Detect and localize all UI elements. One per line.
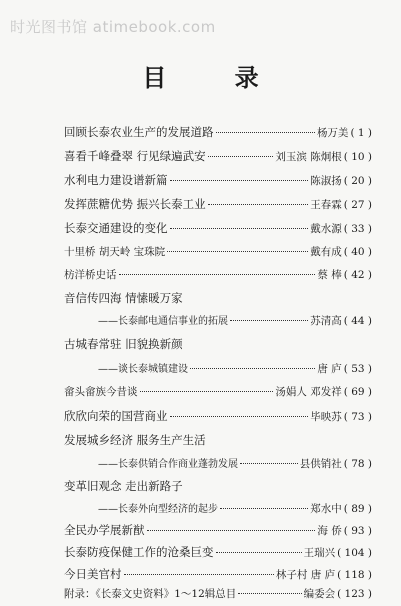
entry-author: 刘玉滨 陈炯根 — [275, 151, 342, 163]
entry-title: 发展城乡经济 服务生产生活 — [64, 433, 206, 447]
entry-title: 古城春常驻 旧貌换新颜 — [64, 337, 183, 351]
toc-entry-subtitle — [98, 360, 372, 380]
entry-title: 枋洋桥史话 — [64, 269, 117, 281]
entry-page: ( 69 ) — [343, 386, 372, 398]
entry-title: ——长泰外向型经济的起步 — [98, 504, 218, 515]
entry-title: 附录：《长泰文史资料》1～12辑总目 — [64, 588, 237, 600]
toc-entry — [64, 478, 372, 498]
dot-leader — [147, 522, 316, 531]
toc-entry — [64, 172, 372, 192]
page-title: 目 录 — [142, 63, 289, 92]
entry-author: 戴水源 — [310, 223, 342, 235]
entry-title: 音信传四海 情愫暖万家 — [64, 291, 183, 305]
entry-page: ( 40 ) — [343, 246, 372, 258]
toc-entry — [64, 522, 372, 542]
dot-leader — [238, 586, 301, 594]
entry-author: 戴有成 — [310, 246, 342, 258]
entry-page: ( 118 ) — [337, 569, 372, 581]
entry-page: ( 73 ) — [343, 411, 372, 423]
entry-page: ( 123 ) — [337, 588, 372, 600]
entry-author: 蔡 棒 — [317, 269, 342, 281]
entry-title: 十里桥 胡天岭 宝珠院 — [64, 246, 166, 258]
entry-author: 苏清高 — [310, 315, 342, 327]
entry-page: ( 20 ) — [343, 175, 372, 187]
entry-page: ( 53 ) — [343, 363, 372, 375]
dot-leader — [216, 544, 302, 553]
entry-author: 王瑞兴 — [303, 547, 336, 559]
entry-author: 编委会 — [303, 588, 336, 600]
entry-title: 长泰交通建设的变化 — [64, 221, 168, 235]
entry-author: 杨万美 — [316, 127, 349, 139]
entry-page: ( 1 ) — [350, 127, 372, 139]
toc-entry-subtitle — [98, 500, 372, 520]
entry-author: 林子村 唐 庐 — [275, 569, 336, 581]
entry-author: 毕映苏 — [310, 411, 342, 423]
toc-entry — [64, 566, 372, 586]
entry-author: 海 侨 — [317, 525, 342, 537]
toc-entry — [64, 384, 372, 404]
entry-title: 长泰防疫保健工作的沧桑巨变 — [64, 545, 214, 559]
entry-page: ( 104 ) — [337, 547, 372, 559]
toc-entry — [64, 586, 372, 606]
entry-title: 全民办学展新猷 — [64, 523, 145, 537]
dot-leader — [170, 220, 309, 229]
entry-author: 县供销社 — [299, 458, 342, 470]
dot-leader — [170, 172, 309, 181]
dot-leader — [190, 360, 315, 369]
dot-leader — [208, 196, 309, 205]
watermark: 时光图书馆 atimebook.com — [10, 18, 216, 36]
dot-leader — [167, 244, 308, 252]
toc-entry — [64, 267, 372, 287]
entry-page: ( 10 ) — [343, 151, 372, 163]
entry-title: 水利电力建设谱新篇 — [64, 173, 168, 187]
entry-author: 王春霖 — [310, 199, 342, 211]
toc-entry — [64, 220, 372, 240]
dot-leader — [124, 566, 274, 575]
entry-author: 汤娟人 邓发祥 — [275, 386, 342, 398]
toc-entry — [64, 408, 372, 428]
entry-title: 喜看千峰叠翠 行见绿遍武安 — [64, 149, 206, 163]
toc-entry-subtitle — [98, 455, 372, 475]
dot-leader — [240, 455, 298, 464]
dot-leader — [119, 267, 316, 275]
entry-title: 欣欣向荣的国营商业 — [64, 409, 168, 423]
entry-author: 唐 庐 — [317, 363, 342, 375]
entry-page: ( 42 ) — [343, 269, 372, 281]
toc-entry — [64, 148, 372, 168]
entry-page: ( 27 ) — [343, 199, 372, 211]
entry-author: 郑水中 — [310, 503, 342, 515]
entry-title: ——长泰邮电通信事业的拓展 — [98, 316, 228, 327]
entry-page: ( 89 ) — [343, 503, 372, 515]
toc-entry — [64, 244, 372, 264]
entry-title: 畲头畲族今昔谈 — [64, 386, 138, 398]
entry-author: 陈淑扬 — [310, 175, 342, 187]
entry-title: ——谈长泰城镇建设 — [98, 364, 188, 375]
toc-entry — [64, 196, 372, 216]
toc-entry — [64, 124, 372, 144]
entry-title: 发挥蔗糖优势 振兴长泰工业 — [64, 197, 206, 211]
entry-title: ——长泰供销合作商业蓬勃发展 — [98, 459, 238, 470]
entry-title: 变革旧观念 走出新路子 — [64, 479, 183, 493]
dot-leader — [208, 148, 274, 157]
toc-entry — [64, 432, 372, 452]
dot-leader — [220, 500, 308, 509]
entry-page: ( 33 ) — [343, 223, 372, 235]
dot-leader — [170, 408, 309, 417]
toc-entry — [64, 544, 372, 564]
dot-leader — [140, 384, 274, 392]
entry-title: 回顾长泰农业生产的发展道路 — [64, 125, 214, 139]
dot-leader — [216, 124, 315, 133]
toc-entry-subtitle — [98, 312, 372, 332]
entry-page: ( 44 ) — [343, 315, 372, 327]
toc-entry — [64, 290, 372, 310]
entry-title: 今日美官村 — [64, 567, 122, 581]
entry-page: ( 93 ) — [343, 525, 372, 537]
dot-leader — [230, 312, 308, 321]
entry-page: ( 78 ) — [343, 458, 372, 470]
toc-entry — [64, 336, 372, 356]
